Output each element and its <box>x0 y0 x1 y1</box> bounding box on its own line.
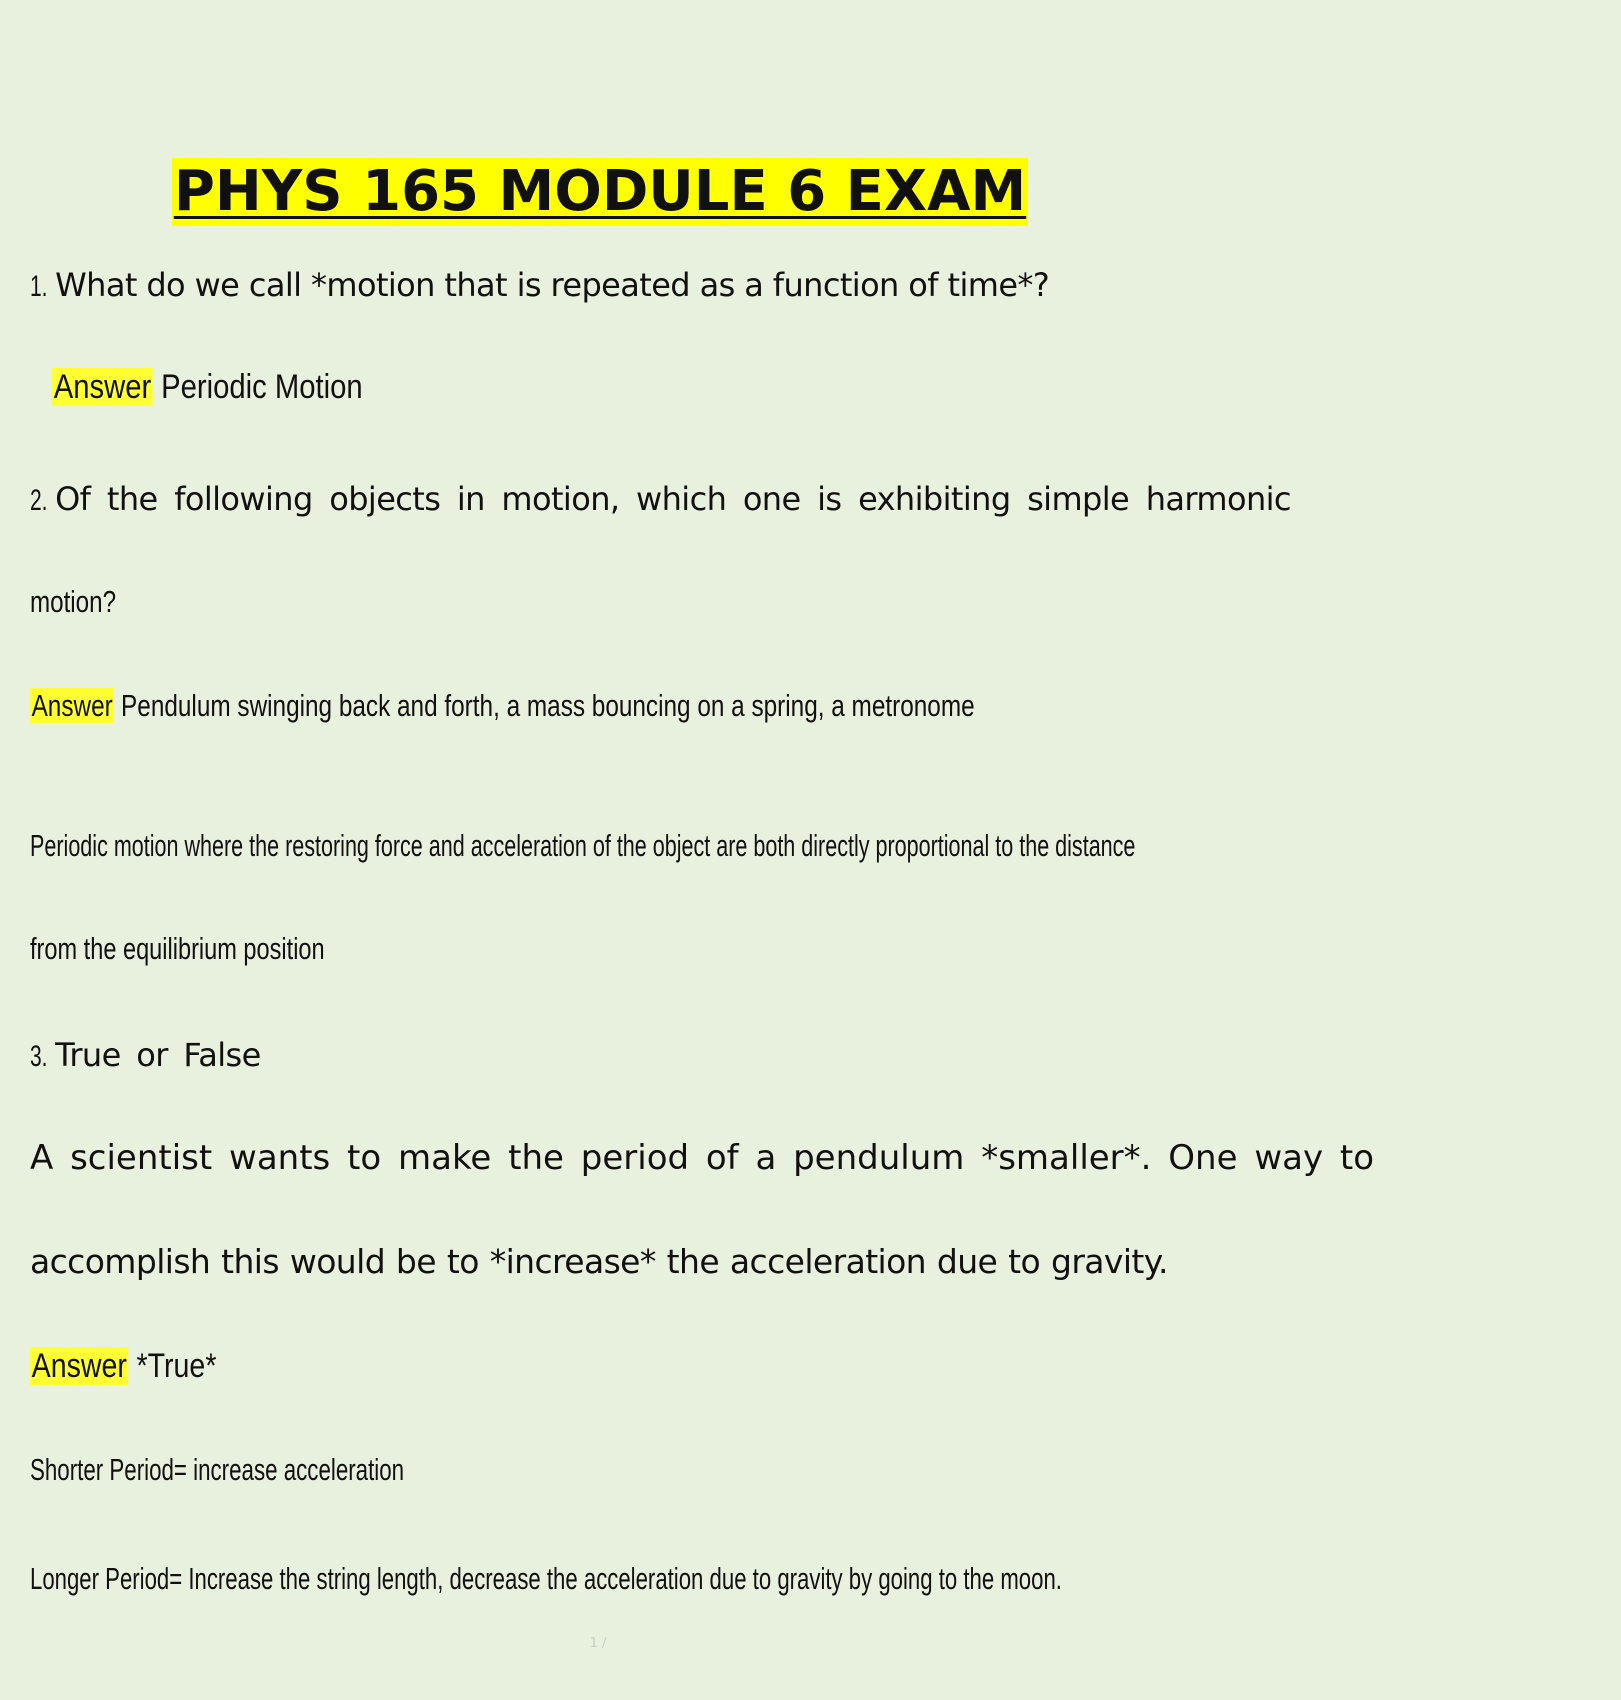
answer-3-content <box>30 1347 216 1386</box>
question-2-text-line-1: Of the following objects in motion, which one is exhibiting simple harmonic <box>55 480 1291 518</box>
note-3-shorter-period-text: Shorter Period= increase acceleration <box>30 1452 405 1487</box>
question-3-number: 3. <box>30 1040 48 1073</box>
answer-2-text: Pendulum swinging back and forth, a mass bouncing on a spring, a metronome <box>121 688 975 723</box>
answer-3-label: Answer <box>31 1347 127 1385</box>
answer-3 <box>30 1347 252 1386</box>
answer-2 <box>30 688 1233 724</box>
answer-3-text: *True* <box>136 1347 217 1385</box>
answer-1 <box>52 368 413 407</box>
answer-2-content <box>30 688 975 724</box>
question-1-number: 1. <box>30 270 48 303</box>
answer-2-label: Answer <box>31 688 113 723</box>
question-1-text: What do we call *motion that is repeated as a function of time*? <box>55 266 1050 304</box>
explanation-2-text-line-2: from the equilibrium position <box>30 931 325 966</box>
page-number-mark: 1 / <box>589 1636 607 1651</box>
question-1 <box>30 266 1049 304</box>
question-3-heading-text: True or False <box>55 1036 261 1074</box>
explanation-2-line-1 <box>30 828 1621 864</box>
page-title: PHYS 165 MODULE 6 EXAM <box>173 159 1027 224</box>
question-2-line-2 <box>30 584 140 620</box>
question-3-heading <box>30 1036 261 1074</box>
answer-1-content <box>52 368 363 407</box>
question-3-statement-line-1 <box>30 1138 1374 1178</box>
note-3-longer-period <box>30 1561 1473 1597</box>
note-3-longer-period-text: Longer Period= Increase the string length, decrease the acceleration due to gravity by going to the moon. <box>30 1561 1062 1596</box>
answer-1-label: Answer <box>53 368 152 406</box>
answer-1-text: Periodic Motion <box>161 368 363 406</box>
note-3-shorter-period <box>30 1452 550 1488</box>
page-title-wrapper <box>0 158 1200 226</box>
question-3-statement-text-line-2: accomplish this would be to *increase* the acceleration due to gravity. <box>30 1242 1168 1281</box>
question-2-number: 2. <box>30 484 48 517</box>
question-2-text-line-2: motion? <box>30 584 117 619</box>
question-3-statement-line-2 <box>30 1242 1168 1281</box>
explanation-2-text-line-1: Periodic motion where the restoring force and acceleration of the object are both directly proportional to the distance <box>30 828 1136 863</box>
question-3-statement-text-line-1: A scientist wants to make the period of a pendulum *smaller*. One way to <box>30 1138 1375 1178</box>
question-2-line-1 <box>30 480 1291 518</box>
explanation-2-line-2 <box>30 931 418 967</box>
